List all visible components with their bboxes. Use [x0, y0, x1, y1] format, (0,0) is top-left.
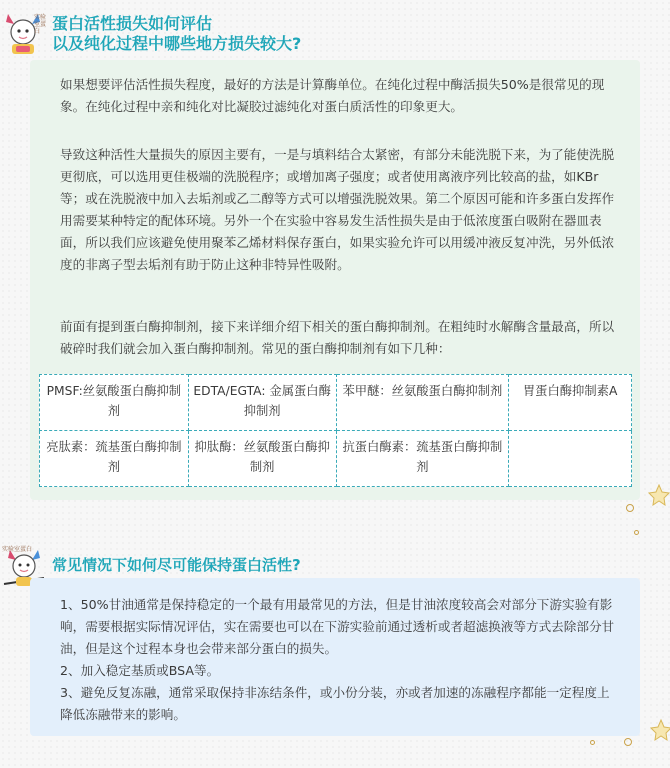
- paragraph: 导致这种活性大量损失的原因主要有，一是与填料结合太紧密，有部分未能洗脱下来，为了能使洗脱更彻底，可以选用更佳极端的洗脱程序；或增加离子强度；或者使用离液序列比较高的盐，如KBr等；或在洗脱液中加入去垢剂或乙二醇等方式可以增强洗脱效果。第二个原因可能和许多蛋白发挥作用需要某种特定的配体环境。另外一个在实验中容易发生活性损失是由于低浓度蛋白吸附在器皿表面，所以我们应该避免使用聚苯乙烯材料保存蛋白，如果实验允许可以用缓冲液反复冲洗，另外低浓度的非离子型去垢剂有助于防止这种非特异性吸附。: [60, 147, 615, 272]
- mascot-caption: 实验室蛋白: [34, 14, 47, 35]
- table-cell: 苯甲醚：丝氨酸蛋白酶抑制剂: [336, 375, 509, 431]
- table-cell: PMSF:丝氨酸蛋白酶抑制剂: [40, 375, 189, 431]
- paragraph: 前面有提到蛋白酶抑制剂，接下来详细介绍下相关的蛋白酶抑制剂。在粗纯时水解酶含量最高，所以破碎时我们就会加入蛋白酶抑制剂。常见的蛋白酶抑制剂有如下几种：: [60, 319, 615, 356]
- table-row: [40, 431, 632, 487]
- dot-icon: [590, 740, 595, 745]
- dot-icon: [626, 504, 634, 512]
- section1-title: 蛋白活性损失如何评估 以及纯化过程中哪些地方损失较大?: [52, 14, 302, 53]
- table-cell: 抗蛋白酶素：巯基蛋白酶抑制剂: [336, 431, 509, 487]
- dot-icon: [624, 738, 632, 746]
- list-item: 2、加入稳定基质或BSA等。: [60, 663, 220, 678]
- star-icon: [648, 484, 670, 510]
- table-cell: 抑肽酶：丝氨酸蛋白酶抑制剂: [188, 431, 336, 487]
- table-cell: 亮肽素：巯基蛋白酶抑制剂: [40, 431, 189, 487]
- inhibitor-table: [39, 374, 632, 487]
- section2-title: 常见情况下如何尽可能保持蛋白活性?: [52, 556, 301, 574]
- card-section2: [30, 578, 640, 736]
- card-section1: [30, 60, 640, 500]
- table-row: [40, 375, 632, 431]
- paragraph: 如果想要评估活性损失程度，最好的方法是计算酶单位。在纯化过程中酶活损失50%是很常见的现象。在纯化过程中亲和纯化对比凝胶过滤纯化对蛋白质活性的印象更大。: [60, 77, 605, 114]
- mascot-caption: 实验室蛋白: [2, 546, 33, 553]
- table-cell: EDTA/EGTA: 金属蛋白酶抑制剂: [188, 375, 336, 431]
- dot-icon: [634, 530, 639, 535]
- star-icon: [650, 718, 670, 746]
- list-item: 1、50%甘油通常是保持稳定的一个最有用最常见的方法，但是甘油浓度较高会对部分下游实验有影响，需要根据实际情况评估，实在需要也可以在下游实验前通过透析或者超滤换液等方式去除部分甘油，但是这个过程本身也会带来部分蛋白的损失。: [60, 597, 615, 656]
- list-item: 3、避免反复冻融，通常采取保持非冻结条件，或小份分装，亦或者加速的冻融程序都能一定程度上降低冻融带来的影响。: [60, 685, 610, 722]
- table-cell: 胃蛋白酶抑制素A: [509, 375, 632, 431]
- table-cell: [509, 431, 632, 487]
